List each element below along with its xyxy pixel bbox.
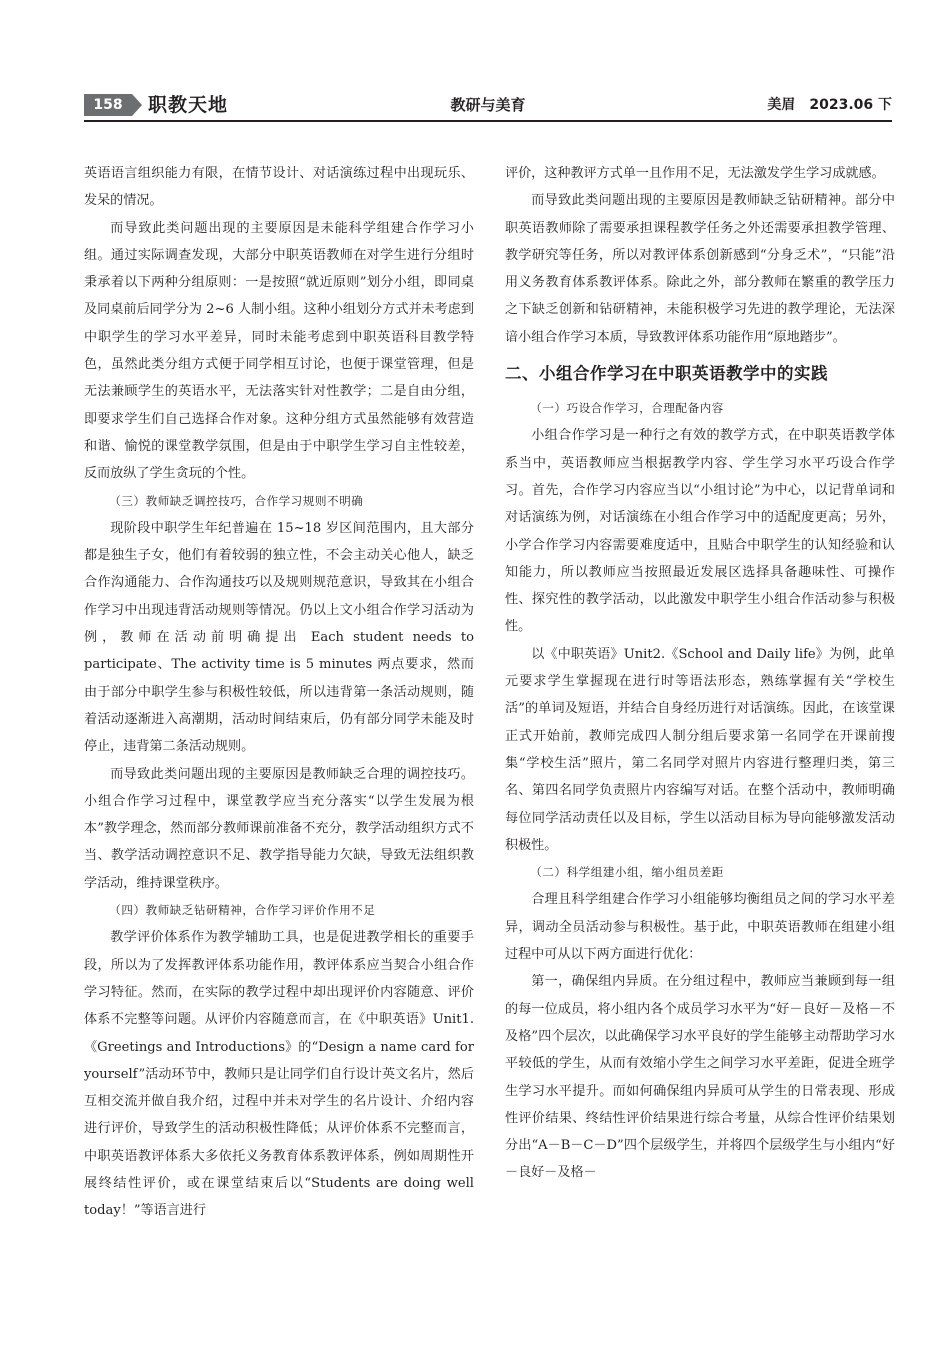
journal-name: 职教天地 (148, 94, 229, 116)
paragraph: 而导致此类问题出现的主要原因是未能科学组建合作学习小组。通过实际调查发现，大部分中职英语教师在对学生进行分组时秉承着以下两种分组原则：一是按照“就近原则”划分小组，即同桌及同桌前后同学分为 2~6 人制小组。这种小组划分方式并未考虑到中职学生的学习水平差异，同时未能考虑到中职英语科目教学特色，虽然此类分组方式便于同学相互讨论，也便于课堂管理，但是无法兼顾学生的英语水平，无法落实针对性教学；二是自由分组，即要求学生们自己选择合作对象。这种分组方式虽然能够有效营造和谐、愉悦的课堂教学氛围，但是由于中职学生学习自主性较差，反而放纵了学生贪玩的个性。 (84, 220, 474, 482)
page-header (84, 88, 892, 122)
paragraph: 教学评价体系作为教学辅助工具，也是促进教学相长的重要手段，所以为了发挥教评体系功能作用，教评体系应当契合小组合作学习特征。然而，在实际的教学过程中却出现评价内容随意、评价体系不完整等问题。从评价内容随意而言，在《中职英语》Unit1.《Greetings and Introductions》的“Design a name card for yourself”活动环节中，教师只是让同学们自行设计英文名片，然后互相交流并做自我介绍，过程中并未对学生的名片设计、介绍内容进行评价，导致学生的活动积极性降低；从评价体系不完整而言，中职英语教评体系大多依托义务教育体系教评体系，例如周期性开展终结性评价，或在课堂结束后以“Students are doing well today！”等语言进行 (84, 930, 474, 1219)
paragraph: 合理且科学组建合作学习小组能够均衡组员之间的学习水平差异，调动全员活动参与积极性。基于此，中职英语教师在组建小组过程中可从以下两方面进行优化： (505, 892, 895, 963)
paragraph: 小组合作学习是一种行之有效的教学方式，在中职英语教学体系当中，英语教师应当根据教学内容、学生学习水平巧设合作学习。首先，合作学习内容应当以“小组讨论”为中心，以记背单词和对话演练为例，对话演练在小组合作学习中的适配度更高；另外，小学合作学习内容需要难度适中，且贴合中职学生的认知经验和认知能力，所以教师应当按照最近发展区选择具备趣味性、可操作性、探究性的教学活动，以此激发中职学生小组合作活动参与积极性。 (505, 428, 895, 635)
page-number: 158 (84, 94, 132, 116)
subsection-heading: （一）巧设合作学习，合理配备内容 (530, 401, 724, 416)
right-column (505, 160, 895, 1187)
paragraph: 英语语言组织能力有限，在情节设计、对话演练过程中出现玩乐、发呆的情况。 (84, 166, 474, 209)
paragraph: 现阶段中职学生年纪普遍在 15~18 岁区间范围内，且大部分都是独生子女，他们有着较弱的独立性，不会主动关心他人，缺乏合作沟通能力、合作沟通技巧以及规则规范意识，导致其在小组合作学习中出现违背活动规则等情况。仍以上文小组合作学习活动为例，教师在活动前明确提出 Each student needs to participate、The activity time is 5 minutes 两点要求，然而由于部分中职学生参与积极性较低，所以违背第一条活动规则，随着活动逐渐进入高潮期，活动时间结束后，仍有部分同学未能及时停止，违背第二条活动规则。 (84, 520, 474, 755)
header-rule (84, 120, 892, 122)
paragraph: 第一，确保组内异质。在分组过程中，教师应当兼顾到每一组的每一位成员，将小组内各个成员学习水平为“好－良好－及格－不及格”四个层次，以此确保学习水平良好的学生能够主动帮助学习水平较低的学生，从而有效缩小学生之间学习水平差距，促进全班学生学习水平提升。而如何确保组内异质可从学生的日常表现、形成性评价结果、终结性评价结果进行综合考量，从综合性评价结果划分出“A－B－C－D”四个层级学生，并将四个层级学生与小组内“好－良好－及格－ (505, 974, 895, 1181)
section-heading: 二、小组合作学习在中职英语教学中的实践 (505, 364, 828, 384)
section-title: 教研与美育 (450, 96, 526, 114)
subsection-heading: （四）教师缺乏钻研精神，合作学习评价作用不足 (109, 903, 376, 918)
subsection-heading: （三）教师缺乏调控技巧，合作学习规则不明确 (109, 493, 364, 508)
paragraph: 而导致此类问题出现的主要原因是教师缺乏合理的调控技巧。小组合作学习过程中，课堂教学应当充分落实“以学生发展为根本”教学理念，然而部分教师课前准备不充分，教学活动组织方式不当、教学活动调控意识不足、教学指导能力欠缺，导致无法组织教学活动，维持课堂秩序。 (84, 766, 474, 891)
issue-info: 美眉 2023.06 下 (767, 97, 892, 113)
paragraph: 评价，这种教评方式单一且作用不足，无法激发学生学习成就感。 (505, 166, 885, 181)
subsection-heading: （二）科学组建小组，缩小组员差距 (530, 865, 724, 880)
left-column (84, 160, 474, 1225)
paragraph: 而导致此类问题出现的主要原因是教师缺乏钻研精神。部分中职英语教师除了需要承担课程教学任务之外还需要承担教学管理、教学研究等任务，所以对教评体系创新感到“分身乏术”，“只能”沿用义务教育体系教评体系。除此之外，部分教师在繁重的教学压力之下缺乏创新和钻研精神，未能积极学习先进的教学理论，无法深谙小组合作学习本质，导致教评体系功能作用“原地踏步”。 (505, 193, 895, 345)
paragraph: 以《中职英语》Unit2.《School and Daily life》为例，此单元要求学生掌握现在进行时等语法形态，熟练掌握有关“学校生活”的单词及短语，并结合自身经历进行对话演练。因此，在该堂课正式开始前，教师完成四人制分组后要求第一名同学在开课前搜集“学校生活”照片，第二名同学对照片内容进行整理归类，第三名、第四名同学负责照片内容编写对话。在整个活动中，教师明确每位同学活动责任以及目标，学生以活动目标为导向能够激发活动积极性。 (505, 646, 895, 853)
